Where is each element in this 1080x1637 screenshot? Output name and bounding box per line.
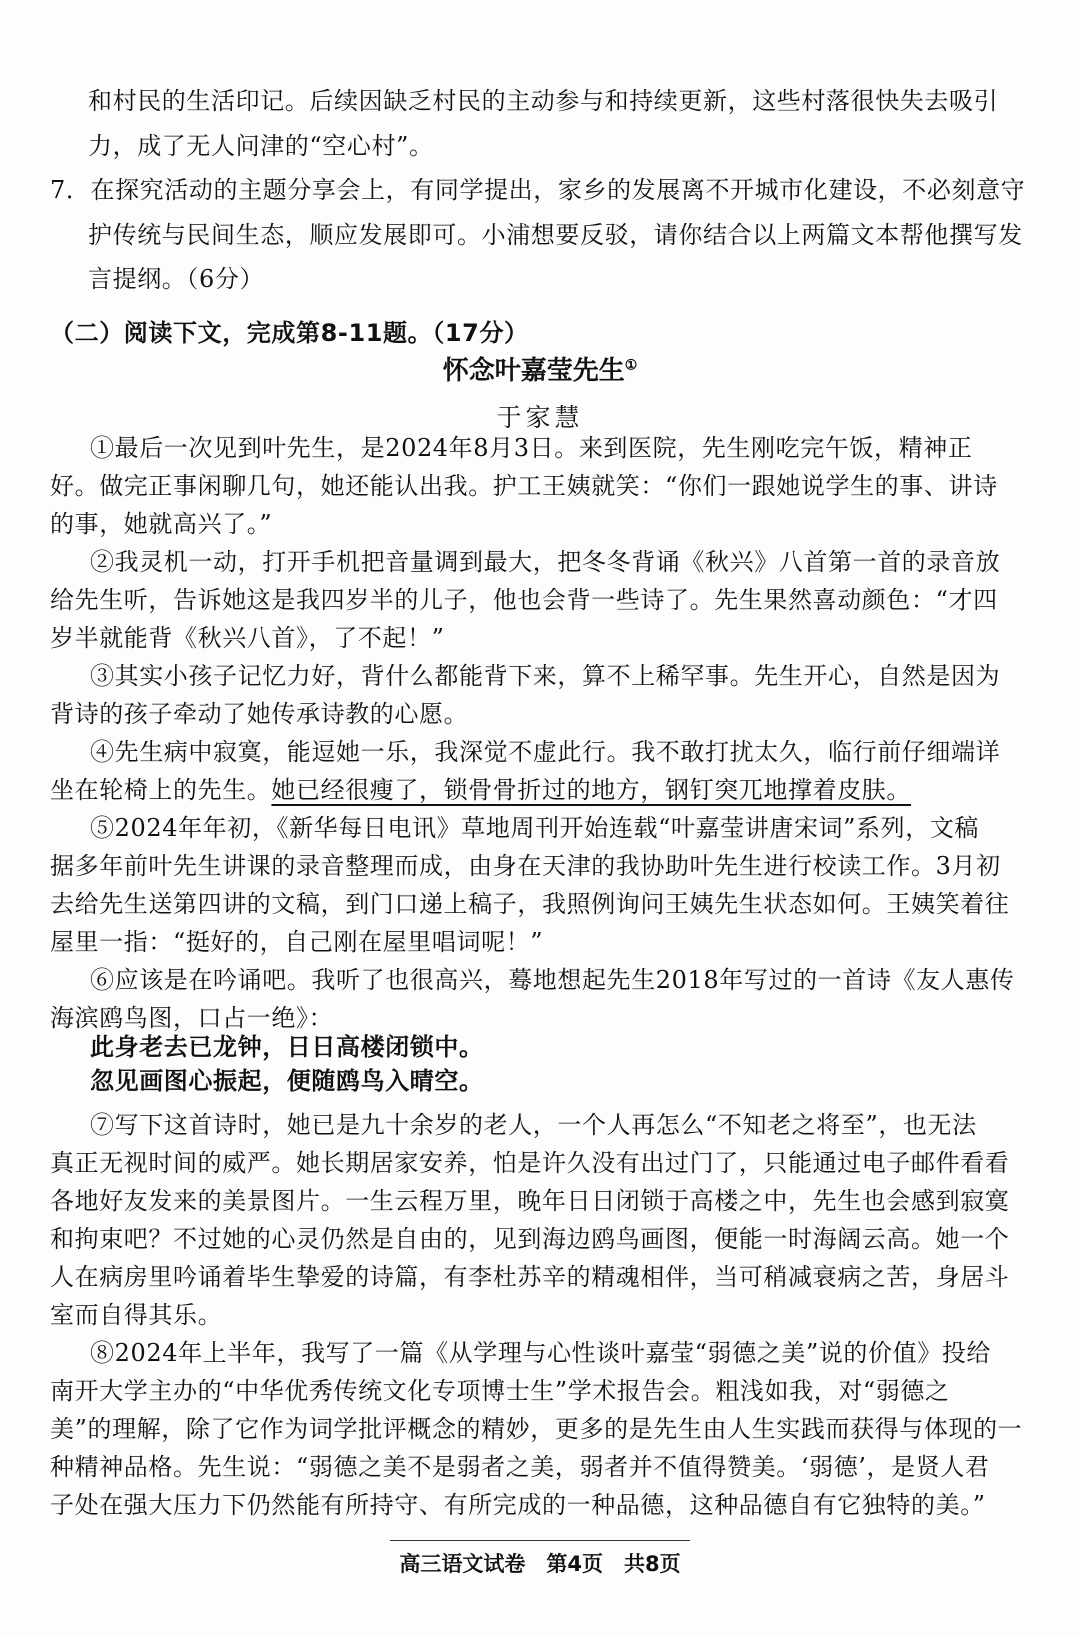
text-line: 言提纲。（6分） xyxy=(88,265,265,293)
paragraph-text: 坐在轮椅上的先生。 xyxy=(50,776,272,804)
paragraph-line: 好。做完正事闲聊几句，她还能认出我。护工王姨就笑：“你们一跟她说学生的事、讲诗 xyxy=(50,472,998,500)
paragraph-line: 各地好友发来的美景图片。一生云程万里，晚年日日闭锁于高楼之中，先生也会感到寂寞 xyxy=(50,1187,1010,1215)
section-heading: （二）阅读下文，完成第8-11题。（17分） xyxy=(50,319,529,347)
paragraph-line: 室而自得其乐。 xyxy=(50,1301,223,1329)
footer-rule xyxy=(390,1540,690,1541)
paragraph-line: 岁半就能背《秋兴八首》，了不起！” xyxy=(50,624,445,652)
paragraph-line: 真正无视时间的威严。她长期居家安养，怕是许久没有出过门了，只能通过电子邮件看看 xyxy=(50,1149,1010,1177)
paragraph-line: ②我灵机一动，打开手机把音量调到最大，把冬冬背诵《秋兴》八首第一首的录音放 xyxy=(90,548,1001,576)
text-line: 护传统与民间生态，顺应发展即可。小浦想要反驳，请你结合以上两篇文本帮他撰写发 xyxy=(88,221,1023,249)
paragraph-line: 和拘束吧？不过她的心灵仍然是自由的，见到海边鸥鸟画图，便能一时海阔云高。她一个 xyxy=(50,1225,1010,1253)
article-title xyxy=(0,350,1080,387)
paragraph-line: ①最后一次见到叶先生，是2024年8月3日。来到医院，先生刚吃完午饭，精神正 xyxy=(90,434,973,462)
article-author: 于家慧 xyxy=(496,403,584,432)
paragraph-line: 背诗的孩子牵动了她传承诗教的心愿。 xyxy=(50,700,469,728)
paragraph-line: 给先生听，告诉她这是我四岁半的儿子，他也会背一些诗了。先生果然喜动颜色：“才四 xyxy=(50,586,998,614)
paragraph-line: ⑦写下这首诗时，她已是九十余岁的老人，一个人再怎么“不知老之将至”，也无法 xyxy=(90,1111,977,1139)
underlined-sentence: 她已经很瘦了，锁骨骨折过的地方，钢钉突兀地撑着皮肤。 xyxy=(271,776,912,804)
paragraph-line: 美”的理解，除了它作为词学批评概念的精妙，更多的是先生由人生实践而获得与体现的一 xyxy=(50,1415,1023,1443)
poem-line: 忽见画图心振起，便随鸥鸟入晴空。 xyxy=(90,1067,484,1095)
paragraph-line: 去给先生送第四讲的文稿，到门口递上稿子，我照例询问王姨先生状态如何。王姨笑着往 xyxy=(50,890,1010,918)
article-title-note: ① xyxy=(624,357,638,374)
paragraph-line: ⑤2024年年初，《新华每日电讯》草地周刊开始连载“叶嘉莹讲唐宋词”系列，文稿 xyxy=(90,814,980,842)
paragraph-line: ③其实小孩子记忆力好，背什么都能背下来，算不上稀罕事。先生开心，自然是因为 xyxy=(90,662,1001,690)
paragraph-line: 海滨鸥鸟图，口占一绝》： xyxy=(50,1004,334,1032)
text-line: 和村民的生活印记。后续因缺乏村民的主动参与和持续更新，这些村落很快失去吸引 xyxy=(88,87,999,115)
paragraph-line xyxy=(50,773,911,807)
paragraph-line: ④先生病中寂寞，能逗她一乐，我深觉不虚此行。我不敢打扰太久，临行前仔细端详 xyxy=(90,738,1001,766)
page-footer: 高三语文试卷 第4页 共8页 xyxy=(399,1552,681,1576)
paragraph-line: 人在病房里吟诵着毕生挚爱的诗篇，有李杜苏辛的精魂相伴，当可稍减衰病之苦，身居斗 xyxy=(50,1263,1010,1291)
paragraph-line: 据多年前叶先生讲课的录音整理而成，由身在天津的我协助叶先生进行校读工作。3月初 xyxy=(50,852,1001,880)
text-line: 力，成了无人问津的“空心村”。 xyxy=(88,132,434,160)
paragraph-line: 屋里一指：“挺好的，自己刚在屋里唱词呢！” xyxy=(50,928,544,956)
paragraph-line: ⑥应该是在吟诵吧。我听了也很高兴，蓦地想起先生2018年写过的一首诗《友人惠传 xyxy=(90,966,1015,994)
paragraph-line: 子处在强大压力下仍然能有所持守、有所完成的一种品德，这种品德自有它独特的美。” xyxy=(50,1491,986,1519)
poem-line: 此身老去已龙钟，日日高楼闭锁中。 xyxy=(90,1033,484,1061)
paragraph-line: 的事，她就高兴了。” xyxy=(50,510,273,538)
paragraph-line: 南开大学主办的“中华优秀传统文化专项博士生”学术报告会。粗浅如我，对“弱德之 xyxy=(50,1377,950,1405)
paragraph-line: 种精神品格。先生说：“弱德之美不是弱者之美，弱者并不值得赞美。‘弱德’，是贤人君 xyxy=(50,1453,990,1481)
question-7-line: 7．在探究活动的主题分享会上，有同学提出，家乡的发展离不开城市化建设，不必刻意守 xyxy=(50,176,1026,204)
paragraph-line: ⑧2024年上半年，我写了一篇《从学理与心性谈叶嘉莹“弱德之美”说的价值》投给 xyxy=(90,1339,992,1367)
article-title-text: 怀念叶嘉莹先生 xyxy=(442,356,625,386)
